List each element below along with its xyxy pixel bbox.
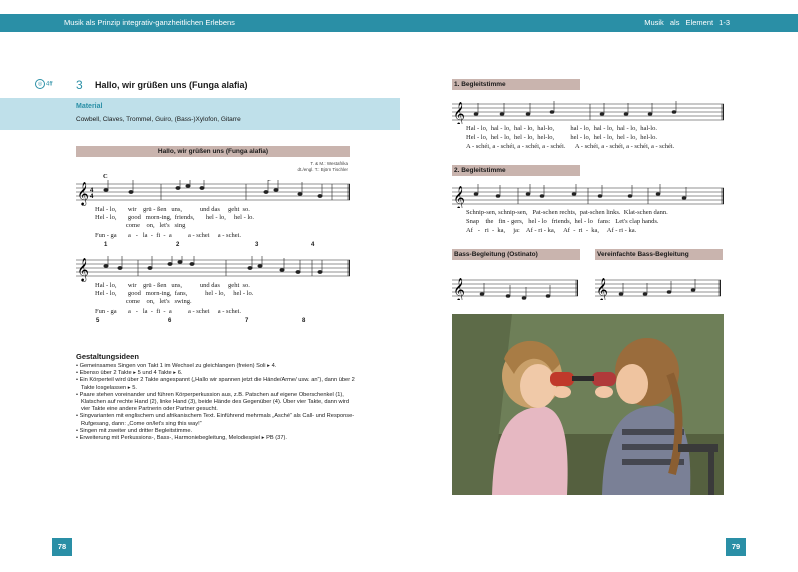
bar-number: 1 (104, 242, 108, 248)
material-heading: Material (76, 103, 103, 110)
svg-text:𝄞: 𝄞 (77, 181, 89, 205)
lyrics-1-line-1: Hal - lo, wir grü - ßen uns, und das geht so. (95, 206, 250, 213)
material-box (0, 98, 400, 130)
begleit1-staff (452, 100, 724, 124)
list-item: • Singvarianten mit englischem und afrikanischem Text. Einführend mehrmals „Asché“ als Call- und Response-Rufgesang, dann: „Come on/let's sing this way!“ (76, 413, 356, 427)
begleit1-heading: 1. Begleitstimme (452, 79, 580, 90)
begleit2-line-3: Af - ri - ka, ja: Af - ri - ka, Af - ri - ka, Af - ri - ka. (466, 227, 637, 234)
cd-icon: ◎ (35, 79, 45, 89)
gestaltung-heading: Gestaltungsideen (76, 352, 139, 361)
begleit2-heading: 2. Begleitstimme (452, 165, 580, 176)
bass-heading: Bass-Begleitung (Ostinato) (452, 249, 580, 260)
lyrics-2-line-1: Hal - lo, wir grü - ßen uns, und das geht so. (95, 282, 250, 289)
badge-text: 4ff (46, 81, 53, 88)
header-left: Musik als Prinzip integrativ-ganzheitlichen Erlebens (64, 18, 235, 27)
list-item: • Ein Körperteil wird über 2 Takte angespannt („Hallo wir spannen jetzt die Hände/Arme/ usw. an“), dann über 2 Takte losgelassen ▸ 5. (76, 377, 356, 391)
bar-number: 6 (168, 318, 172, 324)
lyrics-1-line-3: come on, let's sing (95, 222, 186, 229)
gestaltung-list (76, 363, 356, 442)
list-item: • Gemeinsames Singen von Takt 1 im Wechsel zu gleichlangen (freien) Soli ▸ 4. (76, 363, 356, 370)
lyrics-2-line-3: come on, let's swing. (95, 298, 192, 305)
staff-system-1 (76, 180, 350, 208)
photo-children-instruments (452, 314, 724, 495)
gestaltungsideen (76, 352, 356, 442)
staff-system-2 (76, 256, 350, 284)
begleit2-staff (452, 184, 724, 208)
bar-number: 3 (255, 242, 259, 248)
begleit2-line-1: Schnip-sen, schnip-sen, Pat-schen rechts, pat-schen links. Klat-schen dann. (466, 209, 668, 216)
svg-text:𝄞: 𝄞 (77, 257, 89, 281)
page-number-left: 78 (52, 538, 72, 556)
song-number: 3 (76, 78, 83, 92)
material-text: Cowbell, Claves, Trommel, Guiro, (Bass-)Xylofon, Gitarre (76, 116, 241, 123)
header-right: Musik als Element 1-3 (644, 18, 730, 27)
song-title: Hallo, wir grüßen uns (Funga alafia) (95, 80, 248, 90)
list-item: • Erweiterung mit Perkussions-, Bass-, Harmoniebegleitung, Melodiespiel ▸ PB (37). (76, 435, 356, 442)
svg-text:𝄞: 𝄞 (453, 277, 465, 300)
bar-number: 5 (96, 318, 100, 324)
begleit1-line-3: A - schéi, a - schéi, a - schéi, a - schéi. A - schéi, a - schéi, a - schéi, a - schéi. (466, 143, 675, 150)
list-item: • Ebenso über 2 Takte ▸ 5 und 4 Takte ▸ 6. (76, 370, 356, 377)
chord-symbol: C (103, 173, 108, 180)
bass-simple-heading: Vereinfachte Bass-Begleitung (595, 249, 723, 260)
bar-number: 4 (311, 242, 315, 248)
svg-text:𝄞: 𝄞 (453, 185, 465, 208)
cd-badge (35, 79, 53, 89)
begleit2-line-2: Snap the fin - gers, hel - lo friends, hel - lo fans: Let's clap hands. (466, 218, 659, 225)
bar-number: 7 (245, 318, 249, 324)
lyrics-1-line-4: Fun - ga a - la - fi - a a - schei a - schei. (95, 232, 242, 239)
list-item: • Paare stehen voreinander und führen Körperperkussion aus, z.B. Patschen auf eigene Oberschenkel (1), Klatschen auf rechte Hand (2), linke Hand (3), beide Hände des Gegenüber (4). Über vier Takte, dann wird vier Takte eine andere Partnerin oder Partner gesucht. (76, 392, 356, 414)
svg-text:4: 4 (90, 194, 94, 200)
bar-number: 2 (176, 242, 180, 248)
svg-text:4: 4 (90, 188, 94, 194)
lyrics-2-line-4: Fun - ga a - la - fi - a a - schei a - schei. (95, 308, 242, 315)
begleit1-line-1: Hal - lo, hal - lo, hal - lo, hal-lo, hal - lo, hal - lo, hal - lo, hal-lo. (466, 125, 657, 132)
score-credit: T. & M.: Westafrika dt./engl. T.: Björn Tischler (297, 161, 348, 172)
bass-simple-staff (595, 276, 721, 300)
begleit1-line-2: Hel - lo, hel - lo, hel - lo, hel-lo, hel - lo, hel - lo, hel - lo, hel-lo. (466, 134, 657, 141)
list-item: • Singen mit zweiter und dritter Begleitstimme. (76, 428, 356, 435)
page-number-right: 79 (726, 538, 746, 556)
bar-number: 8 (302, 318, 306, 324)
running-header (0, 14, 798, 32)
lyrics-2-line-2: Hel - lo, good morn-ing, fans, hel - lo, hel - lo. (95, 290, 254, 297)
lyrics-1-line-2: Hel - lo, good morn-ing, friends, hel - lo, hel - lo. (95, 214, 255, 221)
bass-staff (452, 276, 578, 300)
svg-text:𝄞: 𝄞 (453, 101, 465, 124)
svg-text:𝄞: 𝄞 (596, 277, 608, 300)
score-title-bar: Hallo, wir grüßen uns (Funga alafia) (76, 146, 350, 157)
